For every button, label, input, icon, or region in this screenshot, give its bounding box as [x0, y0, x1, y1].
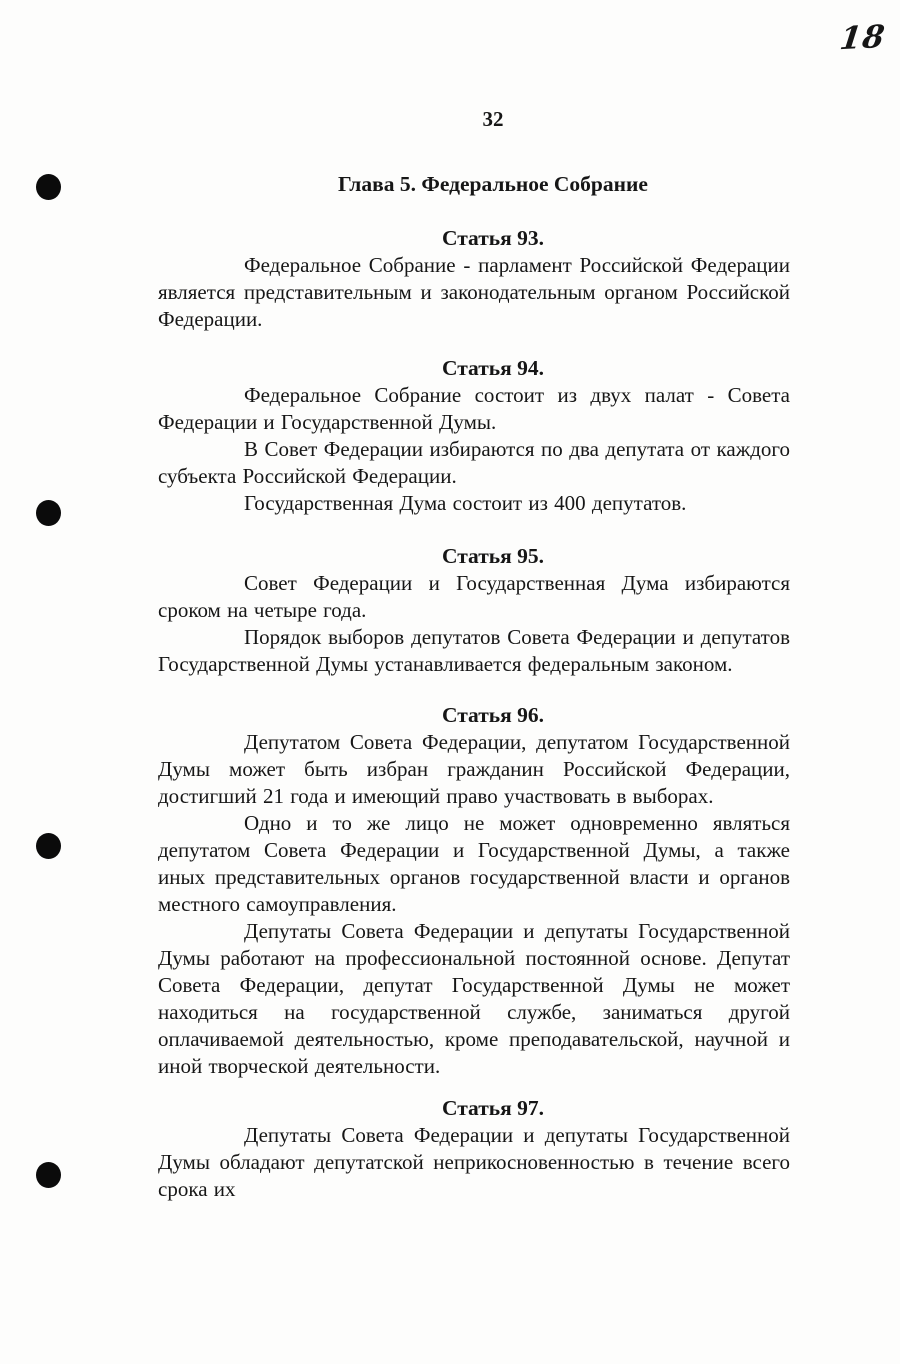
article-paragraph: Депутатом Совета Федерации, депутатом Государственной Думы может быть избран гражданин Российской Федерации, достигший 21 года и имеющий право участвовать в выборах. — [158, 730, 790, 808]
hole-punch-mark-4 — [36, 1162, 61, 1188]
article-title: Статья 97. — [441, 1096, 545, 1120]
article-paragraph: Федеральное Собрание - парламент Российской Федерации является представительным и законодательным органом Российской Федерации. — [158, 253, 790, 331]
article-paragraph: Совет Федерации и Государственная Дума избираются сроком на четыре года. — [158, 571, 790, 622]
article-title: Статья 94. — [441, 356, 545, 380]
printed-page-number: 32 — [482, 107, 504, 131]
handwritten-page-number: 18 — [837, 18, 888, 58]
document-body — [158, 106, 790, 1203]
article-95 — [158, 543, 790, 678]
article-paragraph: Федеральное Собрание состоит из двух палат - Совета Федерации и Государственной Думы. — [158, 383, 790, 434]
hole-punch-mark-2 — [36, 500, 61, 526]
article-paragraph: Порядок выборов депутатов Совета Федерации и депутатов Государственной Думы устанавливается федеральным законом. — [158, 625, 790, 676]
article-title: Статья 95. — [441, 544, 545, 568]
article-paragraph: Одно и то же лицо не может одновременно являться депутатом Совета Федерации и Государственной Думы, а также иных представительных органов государственной власти и органов местного самоуправления. — [158, 811, 790, 916]
article-96 — [158, 702, 790, 1080]
chapter-heading: Глава 5. Федеральное Собрание — [338, 172, 648, 196]
article-paragraph: Депутаты Совета Федерации и депутаты Государственной Думы обладают депутатской неприкосновенностью в течение всего срока их — [158, 1123, 790, 1201]
hole-punch-mark-3 — [36, 833, 61, 859]
article-94 — [158, 355, 790, 517]
article-93 — [158, 225, 790, 333]
article-97 — [158, 1095, 790, 1203]
article-paragraph: В Совет Федерации избираются по два депутата от каждого субъекта Российской Федерации. — [158, 437, 790, 488]
article-title: Статья 93. — [441, 226, 545, 250]
article-paragraph: Депутаты Совета Федерации и депутаты Государственной Думы работают на профессиональной постоянной основе. Депутат Совета Федерации, депутат Государственной Думы не может находиться на государственной службе, заниматься другой оплачиваемой деятельностью, кроме преподавательской, научной и иной творческой деятельности. — [158, 919, 790, 1078]
article-title: Статья 96. — [441, 703, 545, 727]
hole-punch-mark-1 — [36, 174, 61, 200]
article-paragraph: Государственная Дума состоит из 400 депутатов. — [244, 491, 687, 515]
